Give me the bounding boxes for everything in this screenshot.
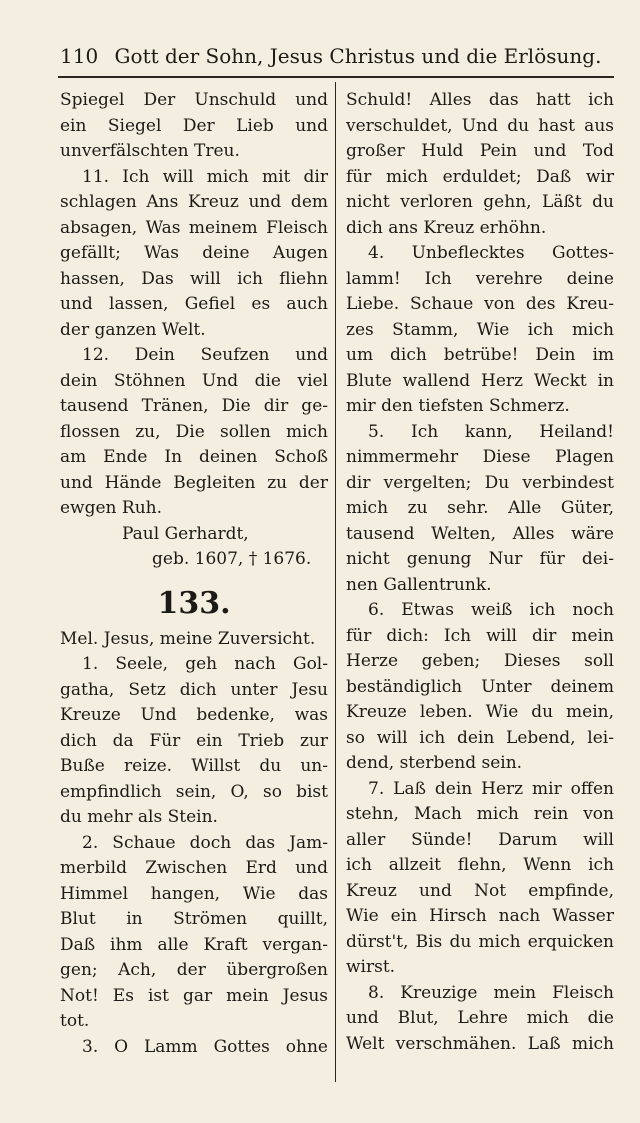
text-line: hassen, Das will ich fliehn bbox=[60, 268, 328, 289]
text-line: mich zu sehr. Alle Güter, bbox=[346, 498, 614, 518]
running-title: Gott der Sohn, Jesus Christus und die Erlösung. bbox=[114, 44, 602, 68]
text-line: verschuldet, Und du hast aus bbox=[346, 115, 614, 136]
hymn-number: 133. bbox=[157, 585, 231, 621]
header-rule bbox=[58, 76, 614, 78]
text-line: Welt verschmähen. Laß mich bbox=[346, 1033, 614, 1054]
text-line: Himmel hangen, Wie das bbox=[60, 883, 328, 904]
text-line: Kreuze Und bedenke, was bbox=[60, 705, 328, 725]
text-line: wirst. bbox=[346, 957, 396, 977]
text-line: ewgen Ruh. bbox=[60, 498, 163, 518]
text-line: und Hände Begleiten zu der bbox=[60, 472, 328, 493]
author-dates: geb. 1607, † 1676. bbox=[152, 549, 312, 569]
text-line: und Blut, Lehre mich die bbox=[346, 1008, 614, 1028]
text-line: dich da Für ein Trieb zur bbox=[60, 730, 328, 751]
text-line: dend, sterbend sein. bbox=[346, 753, 523, 773]
text-line: flossen zu, Die sollen mich bbox=[60, 421, 328, 442]
text-line: ich allzeit flehn, Wenn ich bbox=[346, 855, 614, 875]
verse-start-line: 1. Seele, geh nach Gol- bbox=[82, 654, 328, 674]
text-line: lamm! Ich verehre deine bbox=[346, 268, 614, 289]
text-line: tausend Tränen, Die dir ge- bbox=[60, 396, 328, 416]
text-line: so will ich dein Lebend, lei- bbox=[346, 727, 614, 748]
text-line: gen; Ach, der übergroßen bbox=[60, 960, 328, 980]
text-line: Blute wallend Herz Weckt in bbox=[346, 370, 614, 391]
text-line: tot. bbox=[60, 1011, 90, 1031]
text-line: für dich: Ich will dir mein bbox=[346, 625, 614, 646]
text-line: du mehr als Stein. bbox=[60, 807, 218, 827]
text-line: Schuld! Alles das hatt ich bbox=[346, 90, 614, 110]
text-line: aller Sünde! Darum will bbox=[346, 829, 614, 850]
verse-start-line: 8. Kreuzige mein Fleisch bbox=[368, 982, 614, 1003]
text-line: Blut in Strömen quillt, bbox=[60, 909, 328, 929]
text-line: Kreuz und Not empfinde, bbox=[346, 880, 614, 901]
text-line: Buße reize. Willst du un- bbox=[60, 756, 328, 776]
text-line: für mich erduldet; Daß wir bbox=[346, 166, 614, 187]
text-line: absagen, Was meinem Fleisch bbox=[60, 217, 328, 238]
text-line: gefällt; Was deine Augen bbox=[60, 243, 328, 263]
text-line: Daß ihm alle Kraft vergan- bbox=[60, 934, 328, 955]
text-line: Liebe. Schaue von des Kreu- bbox=[346, 294, 614, 314]
running-header bbox=[60, 44, 616, 68]
text-line: gatha, Setz dich unter Jesu bbox=[60, 679, 328, 700]
text-line: Not! Es ist gar mein Jesus bbox=[60, 985, 328, 1006]
verse-start-line: 6. Etwas weiß ich noch bbox=[368, 600, 614, 620]
text-line: nicht genung Nur für dei- bbox=[346, 549, 614, 569]
verse-start-line: 7. Laß dein Herz mir offen bbox=[368, 778, 614, 799]
right-column bbox=[346, 88, 614, 1057]
text-line: Herze geben; Dieses soll bbox=[346, 651, 614, 671]
text-line: nimmermehr Diese Plagen bbox=[346, 447, 614, 467]
text-line: dir vergelten; Du verbindest bbox=[346, 472, 614, 493]
text-line: ein Siegel Der Lieb und bbox=[60, 115, 328, 136]
verse-start-line: 12. Dein Seufzen und bbox=[82, 345, 328, 365]
left-column bbox=[60, 88, 328, 1060]
text-line: stehn, Mach mich rein von bbox=[346, 804, 614, 824]
text-line: Kreuze leben. Wie du mein, bbox=[346, 702, 614, 722]
text-line: beständiglich Unter deinem bbox=[346, 676, 614, 697]
verse-start-line: 11. Ich will mich mit dir bbox=[82, 166, 328, 187]
text-line: dürst't, Bis du mich erquicken bbox=[346, 931, 614, 952]
melody-line: Mel. Jesus, meine Zuversicht. bbox=[60, 628, 316, 649]
column-divider bbox=[335, 82, 336, 1082]
verse-start-line: 5. Ich kann, Heiland! bbox=[368, 421, 614, 442]
text-line: großer Huld Pein und Tod bbox=[346, 141, 614, 161]
text-line: empfindlich sein, O, so bist bbox=[60, 781, 328, 802]
text-line: Spiegel Der Unschuld und bbox=[60, 90, 328, 110]
verse-start-line: 3. O Lamm Gottes ohne bbox=[82, 1036, 328, 1057]
text-line: der ganzen Welt. bbox=[60, 319, 206, 340]
text-line: zes Stamm, Wie ich mich bbox=[346, 319, 614, 340]
text-line: nen Gallentrunk. bbox=[346, 574, 492, 595]
text-line: und lassen, Gefiel es auch bbox=[60, 294, 328, 314]
verse-start-line: 2. Schaue doch das Jam- bbox=[82, 832, 328, 853]
text-line: nicht verloren gehn, Läßt du bbox=[346, 192, 614, 212]
text-line: dich ans Kreuz erhöhn. bbox=[346, 217, 547, 238]
author-name: Paul Gerhardt, bbox=[122, 523, 249, 544]
verse-start-line: 4. Unbeflecktes Gottes- bbox=[368, 243, 614, 263]
text-line: Wie ein Hirsch nach Wasser bbox=[346, 906, 614, 926]
text-line: um dich betrübe! Dein im bbox=[346, 345, 614, 365]
text-line: unverfälschten Treu. bbox=[60, 141, 240, 161]
text-line: am Ende In deinen Schoß bbox=[60, 447, 328, 467]
text-line: merbild Zwischen Erd und bbox=[60, 858, 328, 878]
text-line: schlagen Ans Kreuz und dem bbox=[60, 192, 328, 212]
text-line: tausend Welten, Alles wäre bbox=[346, 523, 614, 544]
text-line: mir den tiefsten Schmerz. bbox=[346, 396, 570, 416]
page-number: 110 bbox=[60, 44, 99, 68]
text-line: dein Stöhnen Und die viel bbox=[60, 370, 328, 391]
